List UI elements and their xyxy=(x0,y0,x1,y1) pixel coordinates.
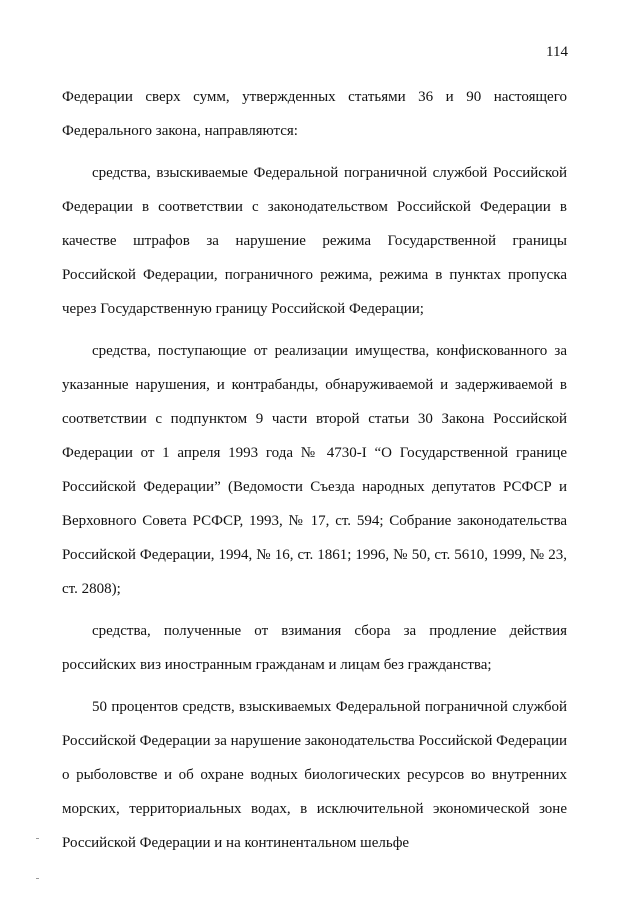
paragraph: Федерации сверх сумм, утвержденных статьями 36 и 90 настоящего Федерального закона, направляются: xyxy=(62,89,567,139)
paragraph: средства, взыскиваемые Федеральной пограничной службой Российской Федерации в соответствии с законодательством Российской Федерации в качестве штрафов за нарушение режима Государственной границы Российской Федерации, пограничного режима, режима в пунктах пропуска через Государственную границу Российской Федерации; xyxy=(62,165,567,317)
scan-mark xyxy=(36,878,39,879)
scan-mark xyxy=(36,838,39,839)
page-number: 114 xyxy=(546,44,568,60)
document-body xyxy=(62,80,567,868)
paragraph: средства, поступающие от реализации имущества, конфискованного за указанные нарушения, и контрабанды, обнаруживаемой и задерживаемой в соответствии с подпунктом 9 части второй статьи 30 Закона Российской Федерации от 1 апреля 1993 года № 4730-I “О Государственной границе Российской Федерации” (Ведомости Съезда народных депутатов РСФСР и Верховного Совета РСФСР, 1993, № 17, ст. 594; Собрание законодательства Российской Федерации, 1994, № 16, ст. 1861; 1996, № 50, ст. 5610, 1999, № 23, ст. 2808); xyxy=(62,343,567,597)
paragraph: средства, полученные от взимания сбора за продление действия российских виз иностранным гражданам и лицам без гражданства; xyxy=(62,623,567,673)
paragraph: 50 процентов средств, взыскиваемых Федеральной пограничной службой Российской Федерации за нарушение законодательства Российской Федерации о рыболовстве и об охране водных биологических ресурсов во внутренних морских, территориальных водах, в исключительной экономической зоне Российской Федерации и на континентальном шельфе xyxy=(62,699,567,851)
